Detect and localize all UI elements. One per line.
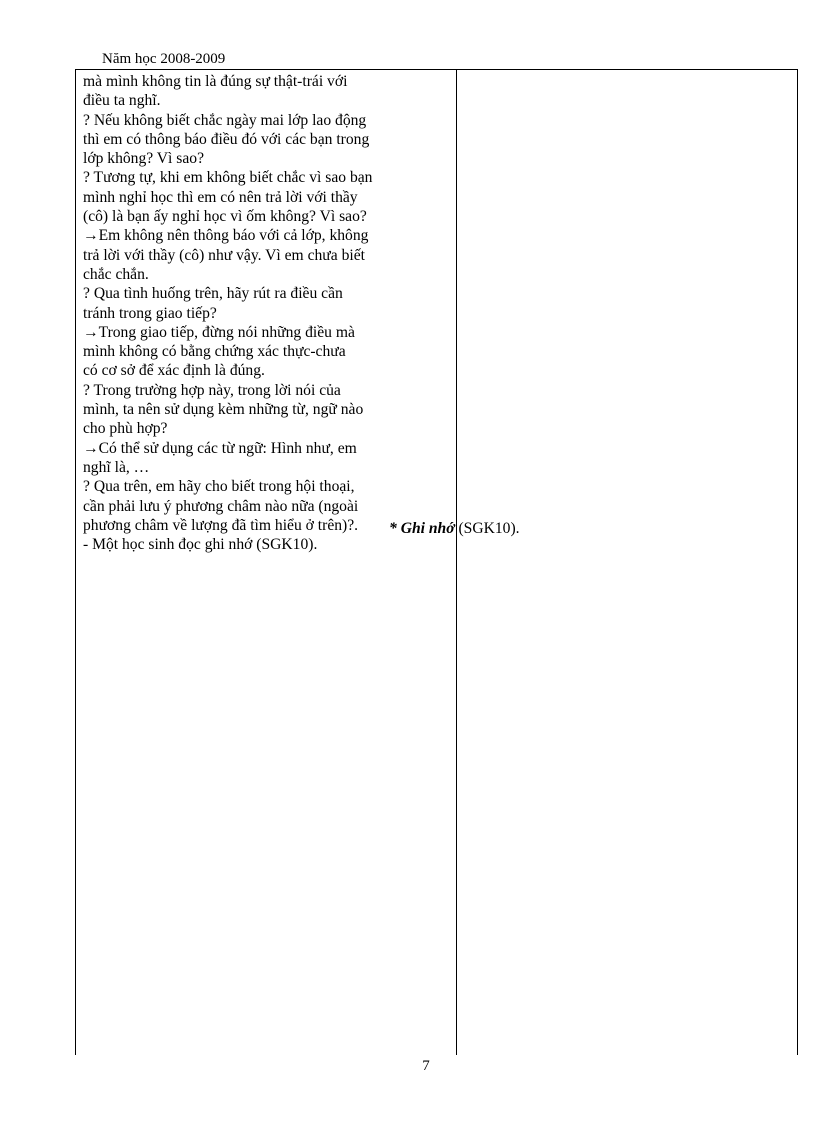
text-line: ? Qua trên, em hãy cho biết trong hội thoại, xyxy=(83,478,355,496)
table-border-right xyxy=(797,70,798,1055)
lesson-table xyxy=(75,69,798,1055)
table-border-left xyxy=(75,70,76,1055)
text-line: có cơ sở để xác định là đúng. xyxy=(83,362,265,380)
text-line: →Em không nên thông báo với cả lớp, không xyxy=(83,227,369,245)
text-line: mình, ta nên sử dụng kèm những từ, ngữ nào xyxy=(83,401,364,419)
school-year-header: Năm học 2008-2009 xyxy=(102,51,226,67)
text-line: ? Tương tự, khi em không biết chắc vì sao bạn xyxy=(83,169,373,187)
text-line: nghĩ là, … xyxy=(83,458,150,476)
text-line: mình nghỉ học thì em có nên trả lời với thầy xyxy=(83,188,358,206)
text-line: ? Nếu không biết chắc ngày mai lớp lao động xyxy=(83,111,367,129)
lesson-content-column xyxy=(389,519,709,538)
text-line: ? Trong trường hợp này, trong lời nói của xyxy=(83,381,341,399)
text-line: phương châm về lượng đã tìm hiểu ở trên)?. xyxy=(83,516,359,534)
memory-note-source: (SGK10). xyxy=(454,520,520,537)
memory-note-marker: * Ghi nhớ xyxy=(389,520,455,537)
text-line: →Trong giao tiếp, đừng nói những điều mà xyxy=(83,323,355,341)
text-line: - Một học sinh đọc ghi nhớ (SGK10). xyxy=(83,536,318,554)
teacher-student-activity-column xyxy=(83,72,445,554)
text-line: điều ta nghĩ. xyxy=(83,92,161,110)
text-line: thì em có thông báo điều đó với các bạn trong xyxy=(83,130,370,148)
table-column-divider xyxy=(456,70,457,1055)
text-line: mình không có bằng chứng xác thực-chưa xyxy=(83,343,346,361)
text-line: trả lời với thầy (cô) như vậy. Vì em chưa biết xyxy=(83,246,365,264)
text-line: cần phải lưu ý phương châm nào nữa (ngoài xyxy=(83,497,359,515)
text-line: (cô) là bạn ấy nghỉ học vì ốm không? Vì sao? xyxy=(83,208,367,226)
text-line: tránh trong giao tiếp? xyxy=(83,304,217,322)
text-line: →Có thể sử dụng các từ ngữ: Hình như, em xyxy=(83,439,357,457)
page-number: 7 xyxy=(422,1058,430,1074)
text-line: cho phù hợp? xyxy=(83,420,168,438)
text-line: lớp không? Vì sao? xyxy=(83,150,204,168)
text-line: chắc chắn. xyxy=(83,265,149,283)
text-line: ? Qua tình huống trên, hãy rút ra điều cần xyxy=(83,285,343,303)
text-line: mà mình không tin là đúng sự thật-trái với xyxy=(83,73,348,90)
